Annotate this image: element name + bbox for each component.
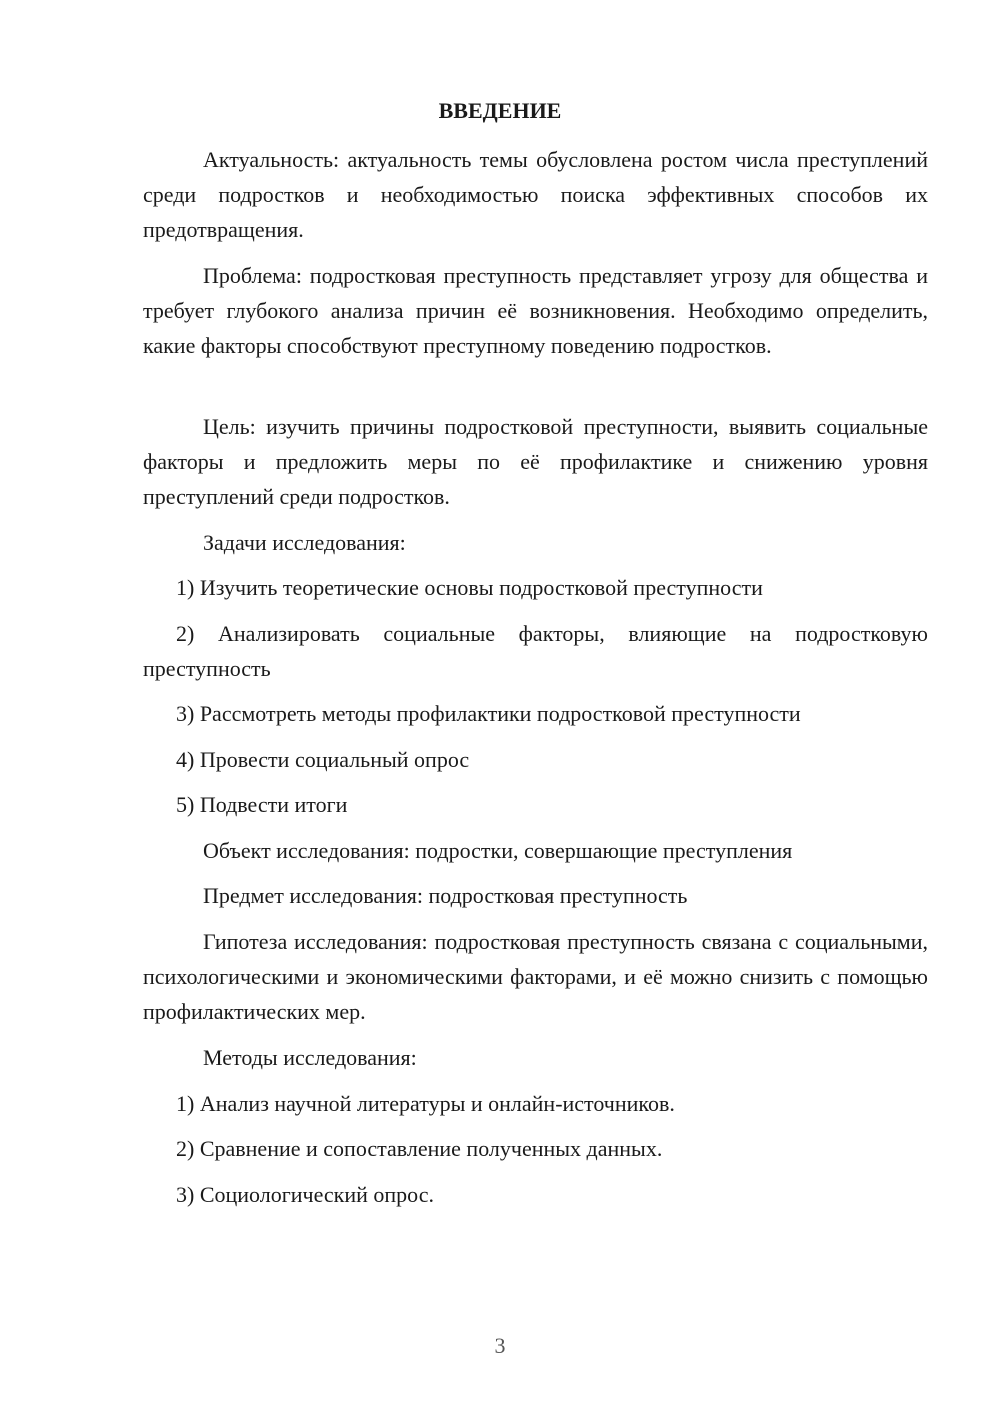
method-item-1: 1) Анализ научной литературы и онлайн-источников. xyxy=(176,1091,675,1116)
methods-heading: Методы исследования: xyxy=(203,1045,417,1070)
subject-line: Предмет исследования: подростковая преступность xyxy=(203,883,688,908)
method-item-2: 2) Сравнение и сопоставление полученных данных. xyxy=(176,1136,663,1161)
task-item-4: 4) Провести социальный опрос xyxy=(176,747,470,772)
task-item-1: 1) Изучить теоретические основы подростковой преступности xyxy=(176,575,763,600)
relevance-paragraph: Актуальность: актуальность темы обусловлена ростом числа преступлений среди подростков и необходимостью поиска эффективных способов их предотвращения. xyxy=(143,147,928,242)
problem-paragraph: Проблема: подростковая преступность представляет угрозу для общества и требует глубокого анализа причин её возникновения. Необходимо определить, какие факторы способствуют преступному поведению подростков. xyxy=(143,263,928,358)
task-item-3: 3) Рассмотреть методы профилактики подростковой преступности xyxy=(176,701,801,726)
task-item-2: 2) Анализировать социальные факторы, влияющие на подростковую преступность xyxy=(143,621,928,681)
tasks-heading: Задачи исследования: xyxy=(203,530,406,555)
page-number: 3 xyxy=(494,1333,506,1358)
object-line: Объект исследования: подростки, совершающие преступления xyxy=(203,838,793,863)
section-title: ВВЕДЕНИЕ xyxy=(438,98,562,123)
goal-paragraph: Цель: изучить причины подростковой преступности, выявить социальные факторы и предложить меры по её профилактике и снижению уровня преступлений среди подростков. xyxy=(143,414,928,509)
method-item-3: 3) Социологический опрос. xyxy=(176,1182,434,1207)
task-item-5: 5) Подвести итоги xyxy=(176,792,348,817)
hypothesis-paragraph: Гипотеза исследования: подростковая преступность связана с социальными, психологическими и экономическими факторами, и её можно снизить с помощью профилактических мер. xyxy=(143,929,928,1024)
